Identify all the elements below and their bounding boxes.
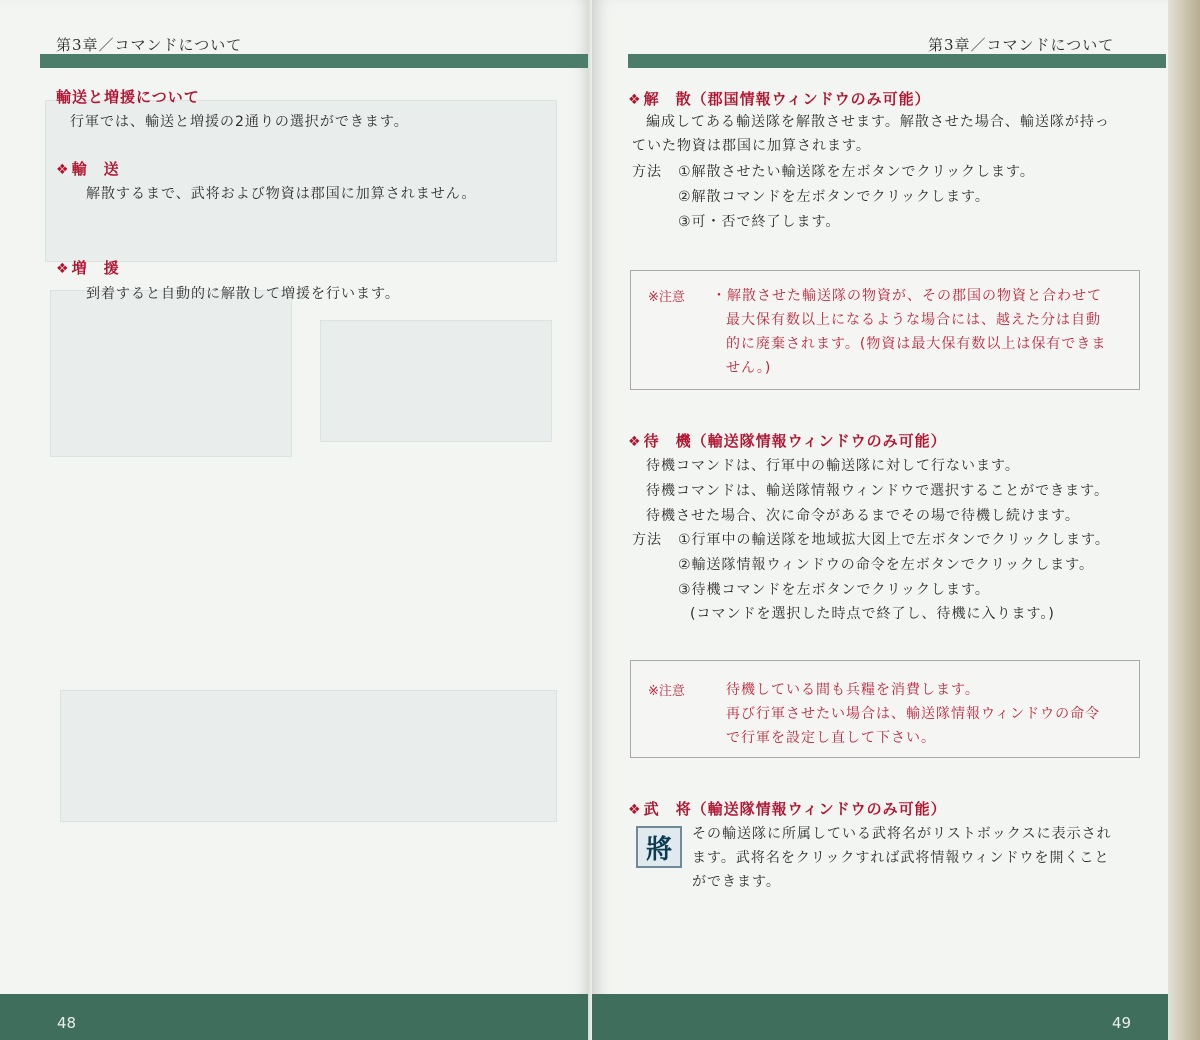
taiki-step-3: ③待機コマンドを左ボタンでクリックします。 (678, 582, 990, 598)
taiki-note-line-1: 待機している間も兵糧を消費します。 (726, 682, 980, 698)
zouen-title: 増 援 (71, 259, 120, 277)
taiki-line-3: 待機させた場合、次に命令があるまでその場で待機し続けます。 (646, 508, 1080, 524)
kaisan-note-label: ※注意 (648, 290, 685, 305)
diamond-bullet-icon: ❖ (56, 162, 70, 178)
right-header-bar (628, 54, 1166, 68)
taiki-step-2: ②輸送隊情報ウィンドウの命令を左ボタンでクリックします。 (678, 557, 1095, 573)
bushou-line-3: ができます。 (692, 874, 781, 890)
diamond-bullet-icon: ❖ (628, 434, 642, 450)
zouen-text: 到着すると自動的に解散して増援を行います。 (86, 286, 400, 302)
left-footer-band (0, 994, 592, 1040)
show-through-table (320, 320, 552, 442)
kaisan-step-2: ②解散コマンドを左ボタンでクリックします。 (678, 189, 990, 205)
taiki-heading (628, 430, 947, 451)
right-footer-band (592, 994, 1168, 1040)
kaisan-line-2: ていた物資は郡国に加算されます。 (632, 138, 871, 154)
right-page-header: 第3章／コマンドについて (928, 36, 1115, 54)
kaisan-step-3: ③可・否で終了します。 (678, 214, 841, 230)
yusou-text: 解散するまで、武将および物資は郡国に加算されません。 (86, 186, 477, 202)
taiki-method-label: 方法 (632, 532, 662, 548)
taiki-line-1: 待機コマンドは、行軍中の輸送隊に対して行ないます。 (646, 458, 1020, 474)
yusou-heading (56, 158, 120, 179)
yusou-title: 輸 送 (71, 160, 120, 178)
left-page (0, 0, 592, 1040)
kaisan-title: 解 散（郡国情報ウィンドウのみ可能） (643, 90, 931, 108)
kaisan-heading (628, 88, 931, 109)
diamond-bullet-icon: ❖ (628, 802, 642, 818)
taiki-line-2: 待機コマンドは、輸送隊情報ウィンドウで選択することができます。 (646, 483, 1110, 499)
bushou-line-2: ます。武将名をクリックすれば武将情報ウィンドウを開くこと (692, 850, 1110, 866)
section-title: 輸送と増援について (56, 88, 200, 106)
page-edge (1168, 0, 1200, 1040)
taiki-note-label: ※注意 (648, 684, 685, 699)
diamond-bullet-icon: ❖ (628, 92, 642, 108)
taiki-step-1: ①行軍中の輸送隊を地域拡大図上で左ボタンでクリックします。 (678, 532, 1110, 548)
taiki-note-line-3: で行軍を設定し直して下さい。 (726, 730, 936, 746)
bushou-line-1: その輸送隊に所属している武将名がリストボックスに表示され (692, 826, 1112, 842)
taiki-step-note: (コマンドを選択した時点で終了し、待機に入ります。) (690, 606, 1055, 622)
taiki-title: 待 機（輸送隊情報ウィンドウのみ可能） (643, 432, 947, 450)
left-header-bar (40, 54, 592, 68)
kaisan-note-line-2: 最大保有数以上になるような場合には、越えた分は自動 (726, 312, 1101, 328)
diamond-bullet-icon: ❖ (56, 261, 70, 277)
kaisan-note-line-3: 的に廃棄されます。(物資は最大保有数以上は保有できま (726, 336, 1107, 352)
right-page (592, 0, 1200, 1040)
bushou-heading (628, 798, 947, 819)
bushou-command-icon: 將 (636, 826, 682, 868)
intro-text: 行軍では、輸送と増援の2通りの選択ができます。 (70, 114, 409, 130)
taiki-note-line-2: 再び行軍させたい場合は、輸送隊情報ウィンドウの命令 (726, 706, 1101, 722)
left-page-number: 48 (57, 1014, 77, 1032)
kaisan-step-1: ①解散させたい輸送隊を左ボタンでクリックします。 (678, 164, 1035, 180)
kaisan-note-line-1: ・解散させた輸送隊の物資が、その郡国の物資と合わせて (712, 288, 1102, 304)
show-through-image (50, 290, 292, 457)
bushou-title: 武 将（輸送隊情報ウィンドウのみ可能） (643, 800, 947, 818)
right-page-number: 49 (1112, 1014, 1132, 1032)
zouen-heading (56, 257, 120, 278)
show-through-note (60, 690, 557, 822)
left-page-header: 第3章／コマンドについて (56, 36, 243, 54)
kaisan-method-label: 方法 (632, 164, 662, 180)
kaisan-note-line-4: せん。) (726, 360, 772, 376)
kaisan-line-1: 編成してある輸送隊を解散させます。解散させた場合、輸送隊が持っ (646, 114, 1110, 130)
